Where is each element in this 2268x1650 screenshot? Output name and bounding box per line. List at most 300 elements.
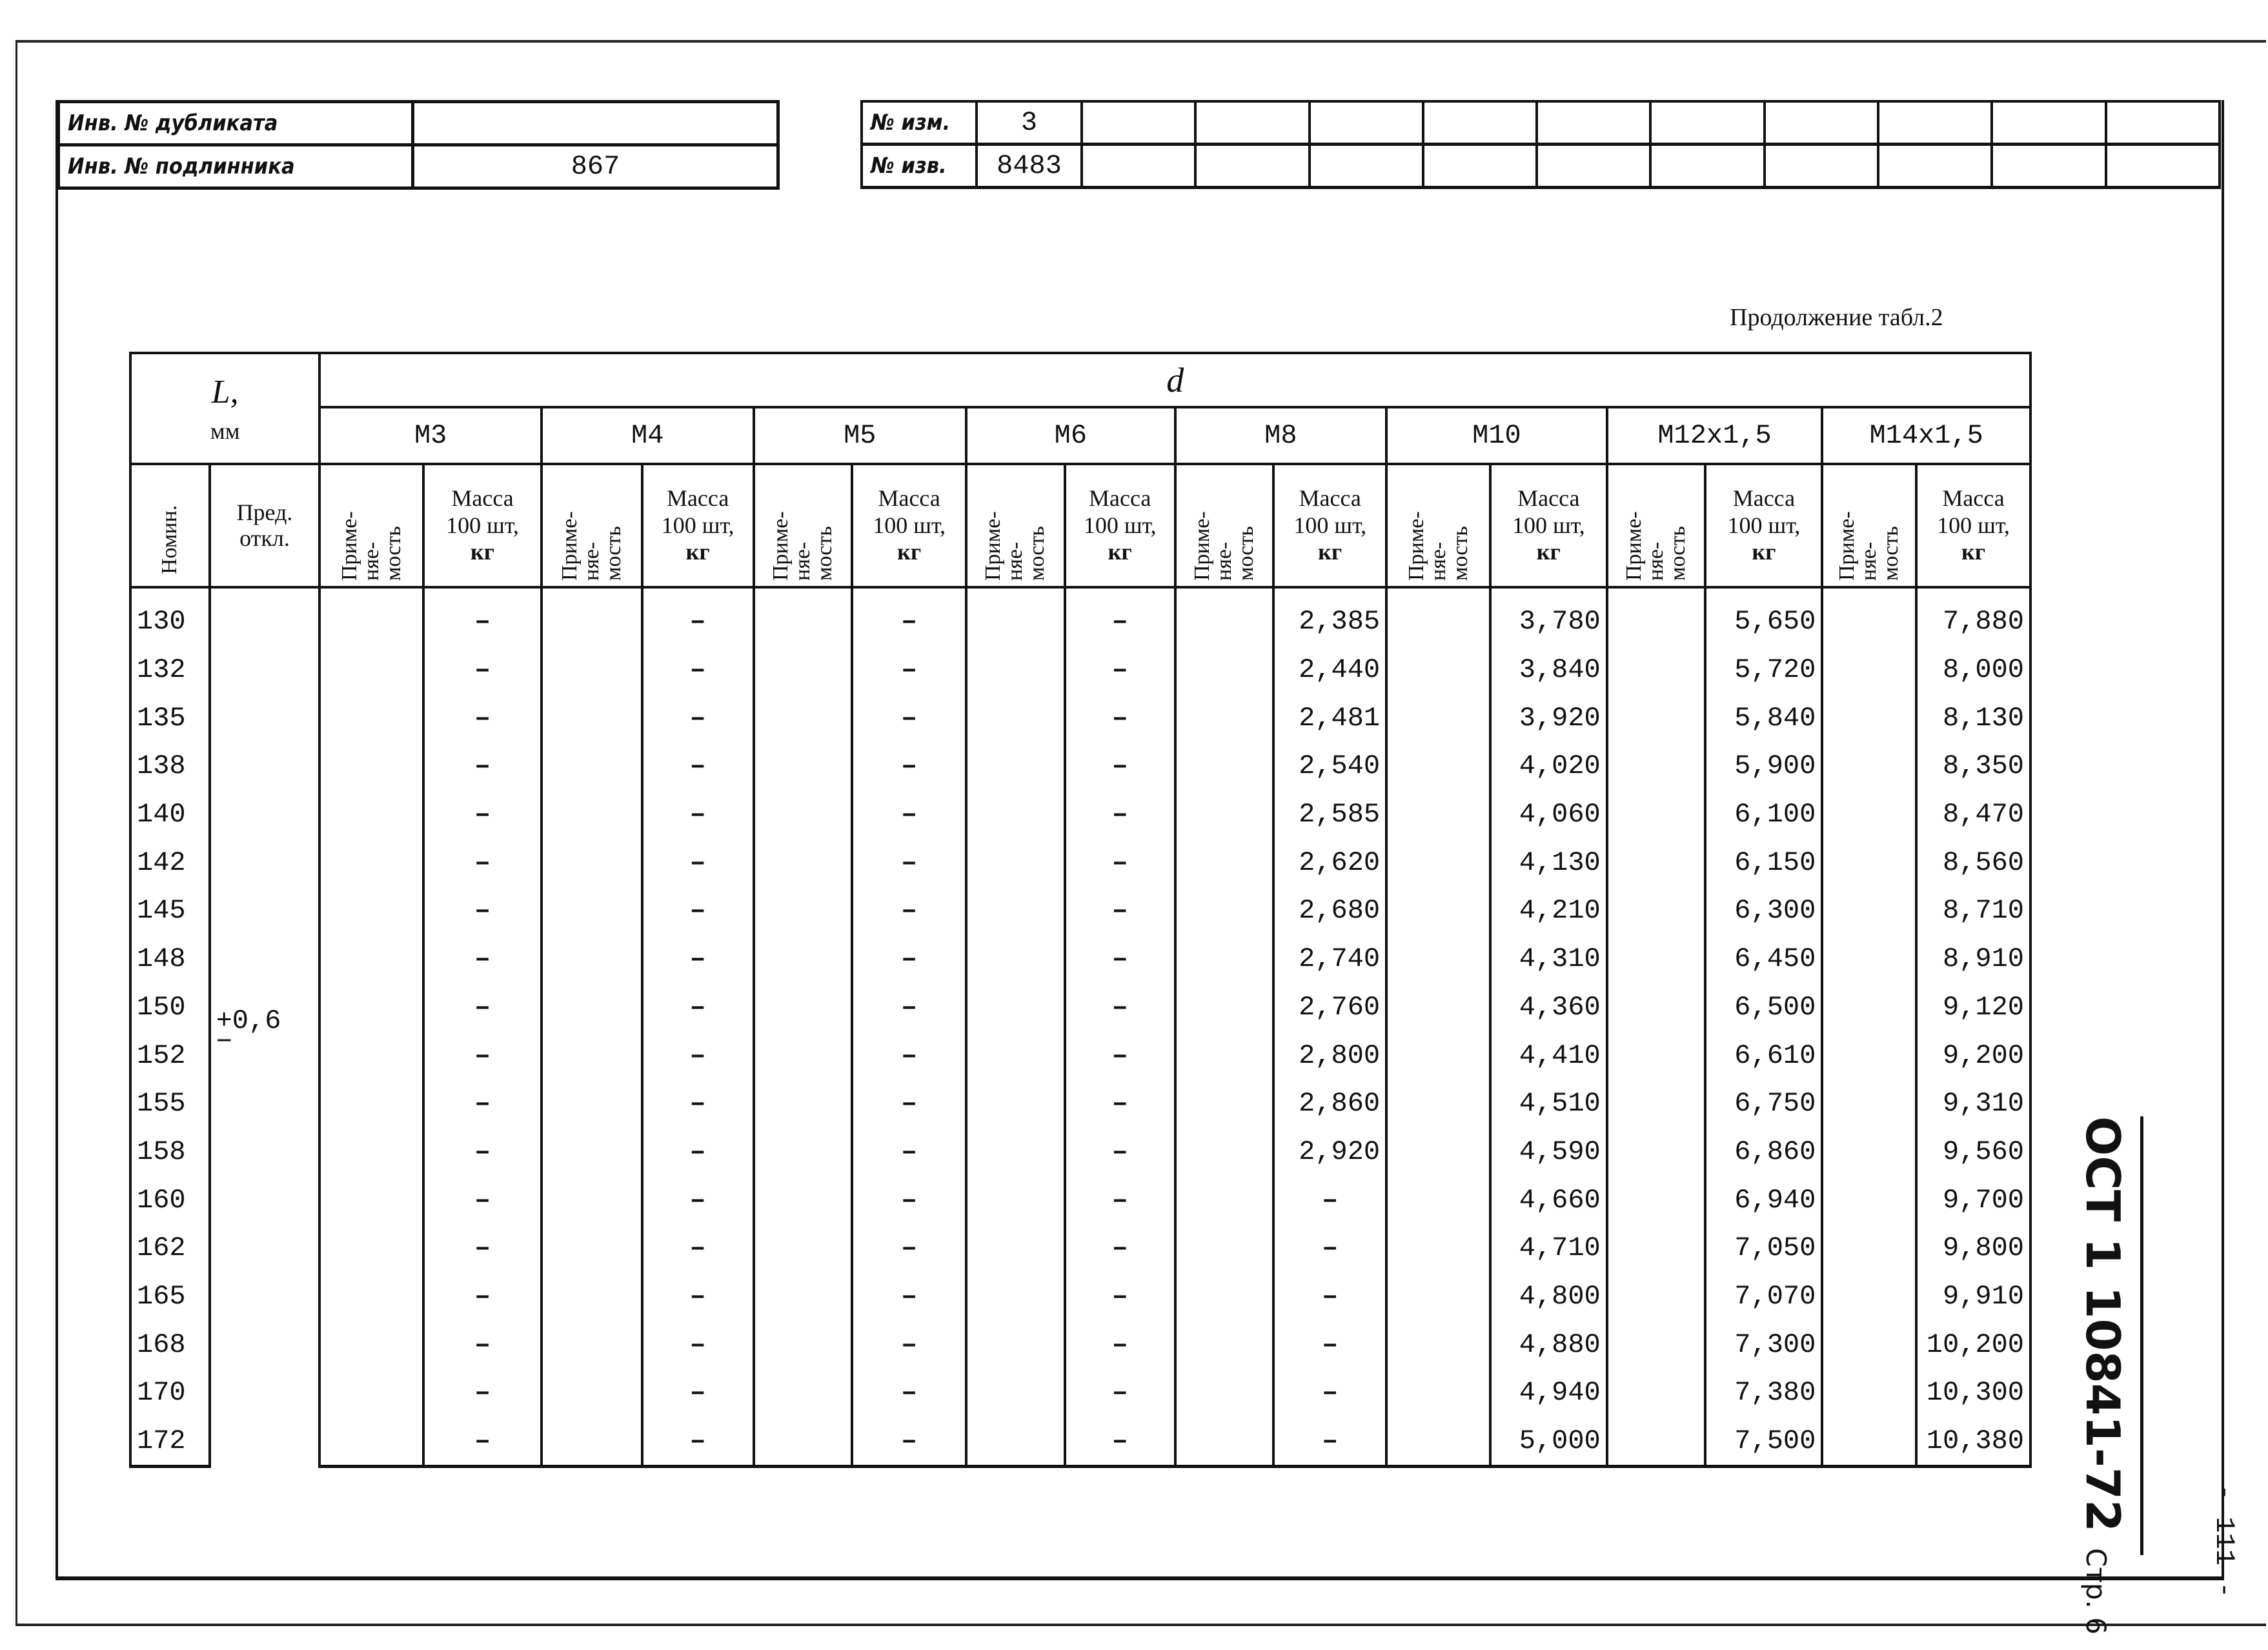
applicability-cell <box>754 1369 853 1417</box>
table-row <box>130 1369 2030 1417</box>
table-row <box>130 790 2030 839</box>
mass-cell: 2,920 <box>1273 1128 1386 1176</box>
thread-header: M6 <box>966 407 1175 464</box>
mass-cell: – <box>423 1128 542 1176</box>
applicability-cell <box>1607 1417 1706 1467</box>
mass-cell: 6,500 <box>1705 983 1822 1032</box>
applicability-cell <box>542 587 642 646</box>
mass-cell: 4,800 <box>1490 1273 1607 1321</box>
mass-cell: – <box>423 983 542 1032</box>
applicability-cell <box>1386 1224 1490 1273</box>
applicability-cell <box>1607 838 1706 887</box>
mass-cell: – <box>642 646 754 694</box>
mass-cell: 9,310 <box>1916 1080 2030 1128</box>
applicability-cell <box>542 790 642 839</box>
applicability-cell <box>542 1080 642 1128</box>
mass-cell: 5,720 <box>1705 646 1822 694</box>
applicability-cell <box>319 1224 423 1273</box>
stamp-cell <box>1423 145 1537 188</box>
mass-cell: 4,410 <box>1490 1031 1607 1080</box>
table-body <box>130 587 2030 1467</box>
thread-header: M10 <box>1386 407 1607 464</box>
mass-cell: – <box>852 1224 966 1273</box>
nominal-length-cell: 138 <box>130 742 210 790</box>
mass-cell: – <box>1065 983 1175 1032</box>
nominal-length-cell: 132 <box>130 646 210 694</box>
change-no-label: № изм. <box>862 101 977 145</box>
duplicate-inv-value <box>413 102 778 145</box>
applicability-cell <box>1607 1320 1706 1369</box>
mass-cell: – <box>852 983 966 1032</box>
mass-cell: 3,780 <box>1490 587 1607 646</box>
applicability-cell <box>1386 935 1490 983</box>
stamp-cell <box>1082 145 1195 188</box>
mass-cell: – <box>852 1176 966 1224</box>
mass-cell: – <box>1273 1176 1386 1224</box>
mass-cell: – <box>1065 1369 1175 1417</box>
applicability-cell <box>542 1417 642 1467</box>
mass-table <box>129 352 2032 1468</box>
standard-code <box>2076 1116 2130 1635</box>
mass-cell: – <box>852 1320 966 1369</box>
length-unit: мм <box>210 418 240 444</box>
mass-cell: – <box>1273 1273 1386 1321</box>
table-row <box>130 887 2030 935</box>
mass-cell: 2,800 <box>1273 1031 1386 1080</box>
stamp-cell <box>1537 145 1650 188</box>
mass-cell: 5,840 <box>1705 694 1822 742</box>
applicability-cell <box>319 742 423 790</box>
applicability-cell <box>1607 983 1706 1032</box>
applicability-cell <box>1822 587 1916 646</box>
mass-cell: – <box>423 1080 542 1128</box>
applicability-cell <box>1607 742 1706 790</box>
mass-cell: – <box>642 1080 754 1128</box>
nominal-length-cell: 140 <box>130 790 210 839</box>
thread-header: M4 <box>542 407 754 464</box>
applicability-cell <box>542 694 642 742</box>
deviation-cell: +0,6 − <box>210 587 320 1467</box>
applicability-cell <box>1822 742 1916 790</box>
mass-cell: – <box>1065 935 1175 983</box>
mass-cell: 8,000 <box>1916 646 2030 694</box>
mass-cell: – <box>642 587 754 646</box>
applicability-cell <box>542 1031 642 1080</box>
mass-cell: 4,020 <box>1490 742 1607 790</box>
applicability-cell <box>542 742 642 790</box>
mass-cell: – <box>852 1128 966 1176</box>
applicability-cell <box>966 742 1065 790</box>
table-row <box>130 1320 2030 1369</box>
mass-cell: 4,590 <box>1490 1128 1607 1176</box>
mass-cell: 4,210 <box>1490 887 1607 935</box>
applicability-cell <box>966 935 1065 983</box>
mass-cell: 2,760 <box>1273 983 1386 1032</box>
nominal-length-cell: 130 <box>130 587 210 646</box>
applicability-cell <box>319 1176 423 1224</box>
applicability-cell <box>754 1031 853 1080</box>
mass-cell: – <box>852 646 966 694</box>
applicability-cell <box>1175 1320 1274 1369</box>
mass-cell: – <box>852 838 966 887</box>
table-row <box>130 1176 2030 1224</box>
applicability-cell <box>1175 838 1274 887</box>
mass-cell: 10,300 <box>1916 1369 2030 1417</box>
mass-cell: – <box>852 790 966 839</box>
mass-cell: – <box>1065 838 1175 887</box>
mass-cell: – <box>852 1080 966 1128</box>
mass-cell: 2,385 <box>1273 587 1386 646</box>
thread-header: M12x1,5 <box>1607 407 1823 464</box>
applicability-cell <box>1175 1176 1274 1224</box>
mass-cell: 4,710 <box>1490 1224 1607 1273</box>
applicability-cell <box>542 1320 642 1369</box>
stamp-cell <box>1765 145 1878 188</box>
mass-cell: 10,200 <box>1916 1320 2030 1369</box>
applicability-cell <box>1822 1031 1916 1080</box>
mass-cell: 8,350 <box>1916 742 2030 790</box>
stamp-cell <box>1310 101 1423 145</box>
applicability-cell <box>1822 1417 1916 1467</box>
thread-header-row <box>130 407 2030 464</box>
mass-cell: 2,585 <box>1273 790 1386 839</box>
applicability-cell <box>966 1224 1065 1273</box>
change-no-value: 3 <box>977 101 1082 145</box>
mass-cell: – <box>1065 742 1175 790</box>
applicability-cell <box>754 887 853 935</box>
mass-cell: – <box>423 838 542 887</box>
duplicate-inv-label: Инв. № дубликата <box>59 102 413 145</box>
applicability-cell <box>1175 1417 1274 1467</box>
mass-cell: – <box>423 887 542 935</box>
applicability-cell <box>1822 694 1916 742</box>
deviation-header: Пред. откл. <box>210 464 320 587</box>
mass-cell: – <box>1065 1320 1175 1369</box>
mass-cell: 4,360 <box>1490 983 1607 1032</box>
applicability-cell <box>319 935 423 983</box>
mass-cell: 5,650 <box>1705 587 1822 646</box>
mass-cell: – <box>1065 694 1175 742</box>
mass-cell: 4,660 <box>1490 1176 1607 1224</box>
applicability-cell <box>1175 887 1274 935</box>
applicability-cell <box>1822 1224 1916 1273</box>
applicability-cell <box>1175 742 1274 790</box>
mass-cell: 6,860 <box>1705 1128 1822 1176</box>
mass-cell: 7,380 <box>1705 1369 1822 1417</box>
applicability-cell <box>319 694 423 742</box>
applicability-header: Приме- няе- мость <box>1822 464 1916 587</box>
applicability-cell <box>1607 1080 1706 1128</box>
applicability-cell <box>319 1128 423 1176</box>
table-row <box>130 1224 2030 1273</box>
applicability-cell <box>1607 935 1706 983</box>
table-row <box>130 646 2030 694</box>
page-label: Стр. 6 <box>2080 1548 2112 1635</box>
mass-cell: – <box>642 1369 754 1417</box>
mass-cell: – <box>423 1176 542 1224</box>
stamp-cell <box>1878 101 1992 145</box>
applicability-cell <box>1175 587 1274 646</box>
mass-header: Масса 100 шт, кг <box>1916 464 2030 587</box>
mass-cell: 4,510 <box>1490 1080 1607 1128</box>
mass-cell: 10,380 <box>1916 1417 2030 1467</box>
stamp-cell <box>1992 101 2105 145</box>
stamp-cell <box>1423 101 1537 145</box>
mass-cell: – <box>423 1320 542 1369</box>
applicability-cell <box>1822 983 1916 1032</box>
stamp-cell <box>1650 101 1764 145</box>
applicability-cell <box>966 1320 1065 1369</box>
mass-cell: – <box>423 1031 542 1080</box>
applicability-header: Приме- няе- мость <box>1175 464 1274 587</box>
mass-cell: – <box>1065 646 1175 694</box>
mass-cell: 9,200 <box>1916 1031 2030 1080</box>
mass-cell: – <box>423 935 542 983</box>
applicability-cell <box>1175 1031 1274 1080</box>
applicability-cell <box>319 1369 423 1417</box>
mass-cell: – <box>642 1320 754 1369</box>
original-inv-label: Инв. № подлинника <box>59 145 413 188</box>
diameter-header: d <box>319 353 2030 407</box>
table-row <box>130 1128 2030 1176</box>
mass-cell: – <box>642 1273 754 1321</box>
mass-cell: 8,910 <box>1916 935 2030 983</box>
applicability-cell <box>1822 887 1916 935</box>
applicability-cell <box>1386 887 1490 935</box>
mass-cell: – <box>642 838 754 887</box>
applicability-cell <box>542 646 642 694</box>
nominal-length-cell: 165 <box>130 1273 210 1321</box>
nominal-length-cell: 160 <box>130 1176 210 1224</box>
applicability-cell <box>1822 935 1916 983</box>
mass-cell: – <box>1065 1176 1175 1224</box>
mass-cell: 2,860 <box>1273 1080 1386 1128</box>
applicability-cell <box>1175 790 1274 839</box>
mass-cell: 9,700 <box>1916 1176 2030 1224</box>
mass-cell: 2,620 <box>1273 838 1386 887</box>
mass-cell: 4,880 <box>1490 1320 1607 1369</box>
stamp-cell <box>1310 145 1423 188</box>
mass-cell: 8,710 <box>1916 887 2030 935</box>
mass-cell: 4,310 <box>1490 935 1607 983</box>
mass-cell: – <box>423 587 542 646</box>
applicability-cell <box>1175 983 1274 1032</box>
applicability-cell <box>542 887 642 935</box>
applicability-cell <box>1386 587 1490 646</box>
mass-cell: – <box>423 1273 542 1321</box>
mass-cell: – <box>852 935 966 983</box>
applicability-cell <box>754 694 853 742</box>
mass-cell: – <box>642 1417 754 1467</box>
applicability-header: Приме- няе- мость <box>319 464 423 587</box>
applicability-cell <box>754 1176 853 1224</box>
mass-cell: – <box>1065 887 1175 935</box>
applicability-cell <box>1386 1128 1490 1176</box>
stamp-cell <box>1082 101 1195 145</box>
sheet-number: - 111 - <box>2209 1484 2240 1598</box>
mass-cell: 6,450 <box>1705 935 1822 983</box>
mass-cell: – <box>642 1031 754 1080</box>
applicability-cell <box>319 1417 423 1467</box>
mass-cell: – <box>852 742 966 790</box>
mass-cell: 2,680 <box>1273 887 1386 935</box>
applicability-cell <box>1175 646 1274 694</box>
applicability-cell <box>966 1369 1065 1417</box>
nominal-length-cell: 162 <box>130 1224 210 1273</box>
applicability-cell <box>966 646 1065 694</box>
mass-cell: – <box>423 694 542 742</box>
table-continuation-caption: Продолжение табл.2 <box>1730 304 1943 331</box>
mass-cell: – <box>642 1128 754 1176</box>
applicability-cell <box>1607 790 1706 839</box>
mass-cell: 6,100 <box>1705 790 1822 839</box>
applicability-cell <box>1386 646 1490 694</box>
applicability-cell <box>542 838 642 887</box>
mass-cell: – <box>423 1224 542 1273</box>
mass-cell: 2,540 <box>1273 742 1386 790</box>
applicability-cell <box>542 1273 642 1321</box>
mass-cell: 9,910 <box>1916 1273 2030 1321</box>
notice-no-label: № изв. <box>862 145 977 188</box>
applicability-cell <box>1822 1273 1916 1321</box>
stamp-cell <box>2106 101 2220 145</box>
mass-cell: 7,880 <box>1916 587 2030 646</box>
applicability-cell <box>754 1080 853 1128</box>
applicability-cell <box>1386 742 1490 790</box>
applicability-header: Приме- няе- мость <box>1607 464 1706 587</box>
applicability-cell <box>1822 1320 1916 1369</box>
mass-cell: – <box>1065 1273 1175 1321</box>
applicability-header: Приме- няе- мость <box>754 464 853 587</box>
applicability-cell <box>1386 1369 1490 1417</box>
applicability-cell <box>1822 1369 1916 1417</box>
applicability-cell <box>1607 1369 1706 1417</box>
mass-cell: – <box>423 1369 542 1417</box>
applicability-cell <box>1386 1320 1490 1369</box>
applicability-cell <box>542 1224 642 1273</box>
applicability-cell <box>319 646 423 694</box>
mass-cell: 8,470 <box>1916 790 2030 839</box>
mass-cell: 4,940 <box>1490 1369 1607 1417</box>
subheader-row <box>130 464 2030 587</box>
thread-header: M14x1,5 <box>1822 407 2030 464</box>
applicability-cell <box>1386 838 1490 887</box>
mass-cell: – <box>1065 1224 1175 1273</box>
nominal-length-cell: 172 <box>130 1417 210 1467</box>
mass-cell: 6,300 <box>1705 887 1822 935</box>
applicability-header: Приме- няе- мость <box>966 464 1065 587</box>
applicability-cell <box>754 838 853 887</box>
applicability-cell <box>1175 694 1274 742</box>
nominal-length-cell: 135 <box>130 694 210 742</box>
applicability-cell <box>1822 838 1916 887</box>
table-row <box>130 1080 2030 1128</box>
mass-cell: 6,750 <box>1705 1080 1822 1128</box>
applicability-cell <box>1386 694 1490 742</box>
applicability-cell <box>1386 1031 1490 1080</box>
mass-cell: – <box>423 646 542 694</box>
applicability-cell <box>754 1320 853 1369</box>
table-row <box>130 1417 2030 1467</box>
mass-cell: – <box>852 1273 966 1321</box>
applicability-cell <box>1386 1417 1490 1467</box>
side-code-rule <box>2140 1116 2143 1555</box>
stamp-cell <box>1195 101 1309 145</box>
applicability-cell <box>754 742 853 790</box>
applicability-cell <box>1607 887 1706 935</box>
mass-cell: 6,610 <box>1705 1031 1822 1080</box>
mass-cell: 8,130 <box>1916 694 2030 742</box>
applicability-cell <box>319 983 423 1032</box>
applicability-cell <box>1822 1128 1916 1176</box>
table-row <box>130 838 2030 887</box>
inventory-stamp <box>57 100 780 190</box>
applicability-cell <box>319 887 423 935</box>
applicability-cell <box>1386 1080 1490 1128</box>
mass-cell: 9,800 <box>1916 1224 2030 1273</box>
applicability-cell <box>542 983 642 1032</box>
mass-header: Масса 100 шт, кг <box>423 464 542 587</box>
applicability-cell <box>319 790 423 839</box>
mass-header: Масса 100 шт, кг <box>1705 464 1822 587</box>
nominal-length-cell: 145 <box>130 887 210 935</box>
applicability-cell <box>1607 1224 1706 1273</box>
applicability-cell <box>754 587 853 646</box>
table-row <box>130 1031 2030 1080</box>
mass-cell: – <box>642 935 754 983</box>
mass-header: Масса 100 шт, кг <box>1273 464 1386 587</box>
applicability-cell <box>966 1273 1065 1321</box>
mass-cell: 7,050 <box>1705 1224 1822 1273</box>
change-stamp <box>860 100 2221 189</box>
applicability-cell <box>1607 1176 1706 1224</box>
mass-cell: – <box>1273 1369 1386 1417</box>
nominal-header: Номин. <box>130 464 210 587</box>
mass-cell: 9,120 <box>1916 983 2030 1032</box>
applicability-cell <box>1386 1273 1490 1321</box>
length-symbol: L, <box>211 373 239 410</box>
mass-cell: – <box>423 790 542 839</box>
applicability-cell <box>542 1176 642 1224</box>
thread-header: M5 <box>754 407 967 464</box>
applicability-cell <box>966 1080 1065 1128</box>
applicability-cell <box>754 646 853 694</box>
applicability-cell <box>542 1128 642 1176</box>
applicability-header: Приме- няе- мость <box>542 464 642 587</box>
nominal-length-cell: 168 <box>130 1320 210 1369</box>
applicability-cell <box>1822 790 1916 839</box>
applicability-cell <box>966 887 1065 935</box>
thread-header: M8 <box>1175 407 1387 464</box>
notice-no-value: 8483 <box>977 145 1082 188</box>
original-inv-value: 867 <box>413 145 778 188</box>
applicability-cell <box>1822 1080 1916 1128</box>
mass-cell: – <box>423 742 542 790</box>
applicability-cell <box>1607 646 1706 694</box>
mass-header: Масса 100 шт, кг <box>852 464 966 587</box>
mass-cell: – <box>642 1176 754 1224</box>
table-row <box>130 587 2030 646</box>
nominal-length-cell: 170 <box>130 1369 210 1417</box>
mass-cell: – <box>642 887 754 935</box>
mass-cell: 4,060 <box>1490 790 1607 839</box>
mass-cell: – <box>852 1369 966 1417</box>
applicability-cell <box>1607 1273 1706 1321</box>
applicability-cell <box>754 1417 853 1467</box>
applicability-cell <box>754 1128 853 1176</box>
mass-cell: – <box>1273 1224 1386 1273</box>
stamp-cell <box>1537 101 1650 145</box>
